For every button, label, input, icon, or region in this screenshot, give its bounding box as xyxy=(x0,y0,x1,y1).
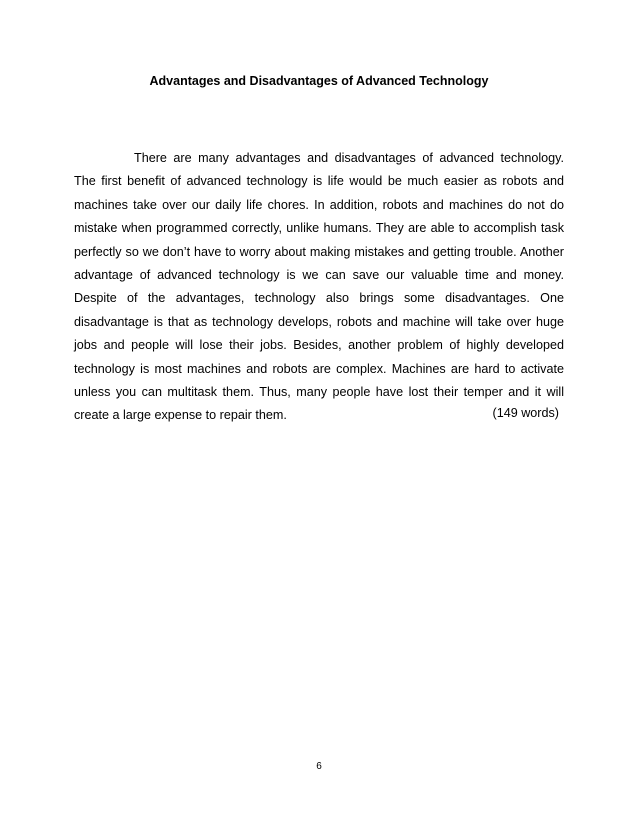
document-title: Advantages and Disadvantages of Advanced Technology xyxy=(149,74,489,88)
word-count: (149 words) xyxy=(492,406,559,420)
essay-paragraph: There are many advantages and disadvantages of advanced technology. The first benefit of advanced technology is life would be much easier as robots and machines take over our daily life chores. In addition, robots and machines do not do mistake when programmed correctly, unlike humans. They are able to accomplish task perfectly so we don’t have to worry about making mistakes and getting trouble. Another advantage of advanced technology is we can save our valuable time and money. Despite of the advantages, technology also brings some disadvantages. One disadvantage is that as technology develops, robots and machine will take over huge jobs and people will lose their jobs. Besides, another problem of highly developed technology is most machines and robots are complex. Machines are hard to activate unless you can multitask them. Thus, many people have lost their temper and it will create a large expense to repair them. xyxy=(74,151,564,423)
page-number: 6 xyxy=(316,761,322,772)
